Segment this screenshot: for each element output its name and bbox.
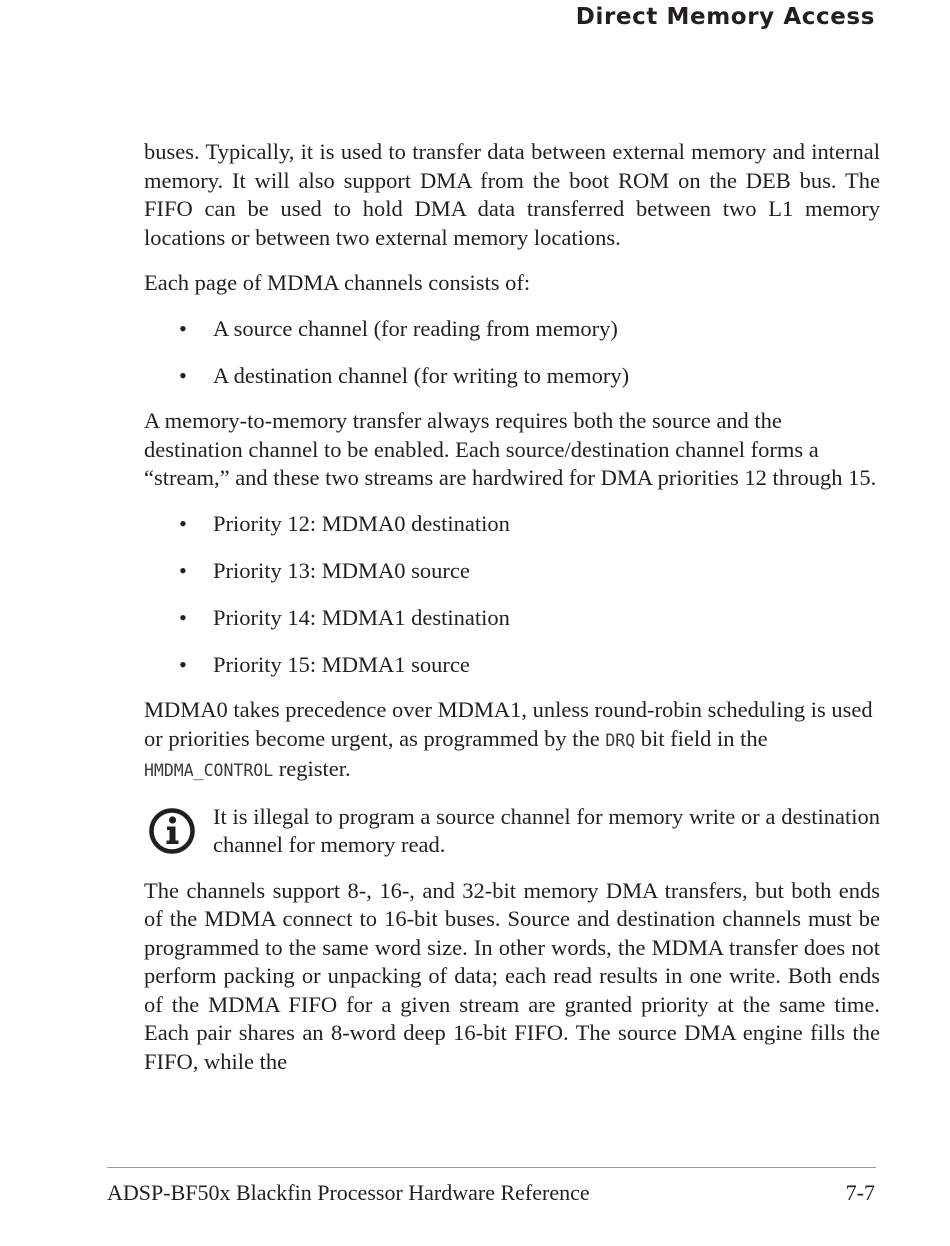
page-header-title: Direct Memory Access — [575, 4, 875, 30]
list-item: • Priority 13: MDMA0 source — [144, 557, 880, 586]
bullet-icon: • — [179, 557, 187, 583]
list-item: • A source channel (for reading from memory) — [144, 315, 880, 344]
bullet-icon: • — [179, 315, 187, 341]
footer-divider — [107, 1167, 876, 1168]
list-item: • Priority 15: MDMA1 source — [144, 651, 880, 680]
list-item: • Priority 12: MDMA0 destination — [144, 510, 880, 539]
bullet-icon: • — [179, 510, 187, 536]
footer-document-title: ADSP-BF50x Blackfin Processor Hardware Reference — [107, 1180, 590, 1205]
bullet-icon: • — [179, 362, 187, 388]
note-block — [144, 803, 880, 860]
priority-list — [144, 510, 880, 680]
bullet-icon: • — [179, 651, 187, 677]
paragraph-memory-transfer: A memory-to-memory transfer always requires both the source and the destination channel to be enabled. Each source/destination channel forms a “stream,” and these two streams are hardwired for DMA priorities 12 through 15. — [144, 408, 877, 490]
list-item: • Priority 14: MDMA1 destination — [144, 604, 880, 633]
info-icon — [148, 807, 196, 855]
paragraph-precedence: MDMA0 takes precedence over MDMA1, unless round-robin scheduling is used or priorities become urgent, as programmed by the DRQ bit field in the HMDMA_CONTROL register. — [144, 697, 873, 781]
channel-list — [144, 315, 880, 391]
list-item: • A destination channel (for writing to memory) — [144, 362, 880, 391]
register-name-hmdma-control: HMDMA_CONTROL — [144, 761, 274, 780]
paragraph-mdma-pages: Each page of MDMA channels consists of: — [144, 270, 531, 295]
register-field-drq: DRQ — [605, 730, 636, 750]
note-text: It is illegal to program a source channel for memory write or a destination channel for memory read. — [213, 803, 880, 857]
footer-page-number: 7-7 — [845, 1180, 875, 1205]
bullet-icon: • — [179, 604, 187, 630]
paragraph-channel-support: The channels support 8-, 16-, and 32-bit memory DMA transfers, but both ends of the MDMA connect to 16-bit buses. Source and destination channels must be programmed to the same word size. In other words, the MDMA transfer does not perform packing or unpacking of data; each read results in one write. Both ends of the MDMA FIFO for a given stream are granted priority at the same time. Each pair shares an 8-word deep 16-bit FIFO. The source DMA engine fills the FIFO, while the — [144, 877, 880, 1074]
paragraph-intro: buses. Typically, it is used to transfer data between external memory and internal memory. It will also support DMA from the boot ROM on the DEB bus. The FIFO can be used to hold DMA data transferred between two L1 memory locations or between two external memory locations. — [144, 139, 880, 250]
page-content — [144, 138, 880, 1093]
